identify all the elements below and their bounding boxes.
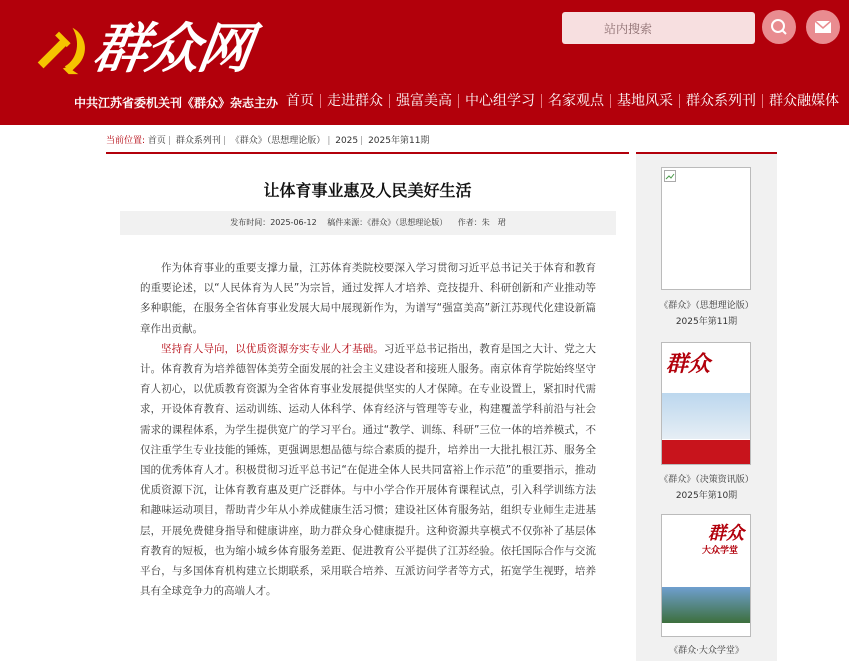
nav-series[interactable]: 群众系列刊 (686, 93, 756, 109)
cover-image (662, 393, 750, 439)
site-logo[interactable]: 群众网 (89, 16, 255, 80)
party-emblem-icon (30, 20, 88, 78)
article-meta (120, 211, 616, 235)
mail-button[interactable] (806, 10, 840, 44)
magazine-cover-decision[interactable] (661, 342, 751, 465)
nav-home[interactable]: 首页 (286, 93, 314, 109)
magazine-sidebar (636, 152, 777, 661)
magazine-caption[interactable]: 《群众》（思想理论版） (659, 301, 754, 311)
magazine-caption[interactable]: 《群众》（决策资讯版） (659, 475, 754, 485)
cover-title: 群众 (708, 523, 744, 544)
article-author: 作者：朱 珺 (457, 218, 506, 227)
nav-about[interactable]: 走进群众 (327, 93, 383, 109)
breadcrumb-year[interactable]: 2025 (335, 136, 359, 146)
breadcrumb-home[interactable]: 首页 (147, 136, 166, 146)
breadcrumb-label: 当前位置: (106, 136, 146, 146)
search-icon (770, 18, 788, 36)
cover-title: 群众 (666, 351, 711, 377)
article (106, 152, 629, 661)
search-input[interactable]: 站内搜索 (604, 22, 653, 36)
article-paragraph (140, 339, 596, 602)
nav-bases[interactable]: 基地风采 (617, 93, 673, 109)
breadcrumb-issue[interactable]: 2025年第11期 (368, 136, 430, 146)
cover-band (662, 440, 750, 464)
paragraph-highlight: 坚持育人导向，以优质资源夯实专业人才基础。 (161, 342, 384, 355)
sponsor-text: 中共江苏省委机关刊《群众》杂志主办 (74, 96, 279, 110)
article-title: 让体育事业惠及人民美好生活 (263, 181, 472, 200)
breadcrumb: 当前位置: 首页 | 群众系列刊 | 《群众》（思想理论版） | 2025 | 2025年第11期 (106, 136, 430, 146)
nav-study-group[interactable]: 中心组学习 (465, 93, 535, 109)
magazine-issue[interactable]: 2025年第11期 (675, 317, 738, 327)
magazine-cover-thought[interactable] (661, 167, 751, 290)
breadcrumb-magazine[interactable]: 《群众》（思想理论版） (230, 136, 326, 146)
cover-image (662, 587, 750, 623)
main-nav (280, 90, 845, 112)
breadcrumb-series[interactable]: 群众系列刊 (175, 136, 221, 146)
search-box[interactable] (562, 12, 755, 44)
publish-time: 发布时间：2025-06-12 (230, 218, 317, 227)
nav-media[interactable]: 群众融媒体 (769, 93, 839, 109)
mail-icon (814, 20, 832, 34)
search-button[interactable] (762, 10, 796, 44)
article-body (140, 258, 596, 601)
site-header (0, 0, 849, 125)
magazine-issue[interactable]: 2025年第10期 (675, 491, 738, 501)
magazine-caption[interactable]: 《群众·大众学堂》 (669, 646, 744, 656)
nav-expert-views[interactable]: 名家观点 (548, 93, 604, 109)
paragraph-text: 习近平总书记指出，教育是国之大计、党之大计。体育教育为培养德智体美劳全面发展的社会主义建设者和接班人服务。南京体育学院始终坚守育人初心，以优质教育资源为全省体育事业发展提供坚实的人才保障。在专业设置上，紧扣时代需求，开设体育教育、运动训练、运动人体科学、体育经济与管理等专业，构建覆盖学科前沿与社会需求的课程体系，为学生提供宽广的学习平台。通过“教学、训练、科研”三位一体的培养模式，不仅注重学生专业技能的锤炼，更强调思想品德与综合素质的提升，培养出一大批扎根江苏、服务全国的优秀体育人才。积极贯彻习近平总书记“在促进全体人民共同富裕上作示范”的重要指示，推动优质资源下沉，让体育教育惠及更广泛群体。与中小学合作开展体育课程试点，引入科学训练方法和趣味运动项目，帮助青少年从小养成健康生活习惯；建设社区体育服务站，组织专业师生走进基层，开展免费健身指导和健康讲座，助力群众身心健康提升。这种资源共享模式不仅弥补了基层体育教育的短板，也为缩小城乡体育服务差距、促进教育公平提供了江苏经验。依托国际合作与交流平台，与多国体育机构建立长期联系，采用联合培养、互派访问学者等方式，拓宽学生视野，培养具有全球竞争力的高端人才。 (140, 342, 597, 598)
broken-image-icon (664, 170, 676, 182)
article-paragraph: 作为体育事业的重要支撑力量，江苏体育类院校要深入学习贯彻习近平总书记关于体育和教育的重要论述，以“人民体育为人民”为宗旨，通过发挥人才培养、竞技提升、科研创新和产业推动等多种职能，在服务全省体育事业发展大局中展现新作为，为谱写“强富美高”新江苏现代化建设新篇章作出贡献。 (140, 262, 596, 335)
magazine-cover-lecture[interactable] (661, 514, 751, 637)
nav-strong-rich[interactable]: 强富美高 (396, 93, 452, 109)
cover-subtitle: 大众学堂 (702, 546, 739, 556)
article-source: 稿件来源：《群众》（思想理论版） (327, 218, 448, 227)
